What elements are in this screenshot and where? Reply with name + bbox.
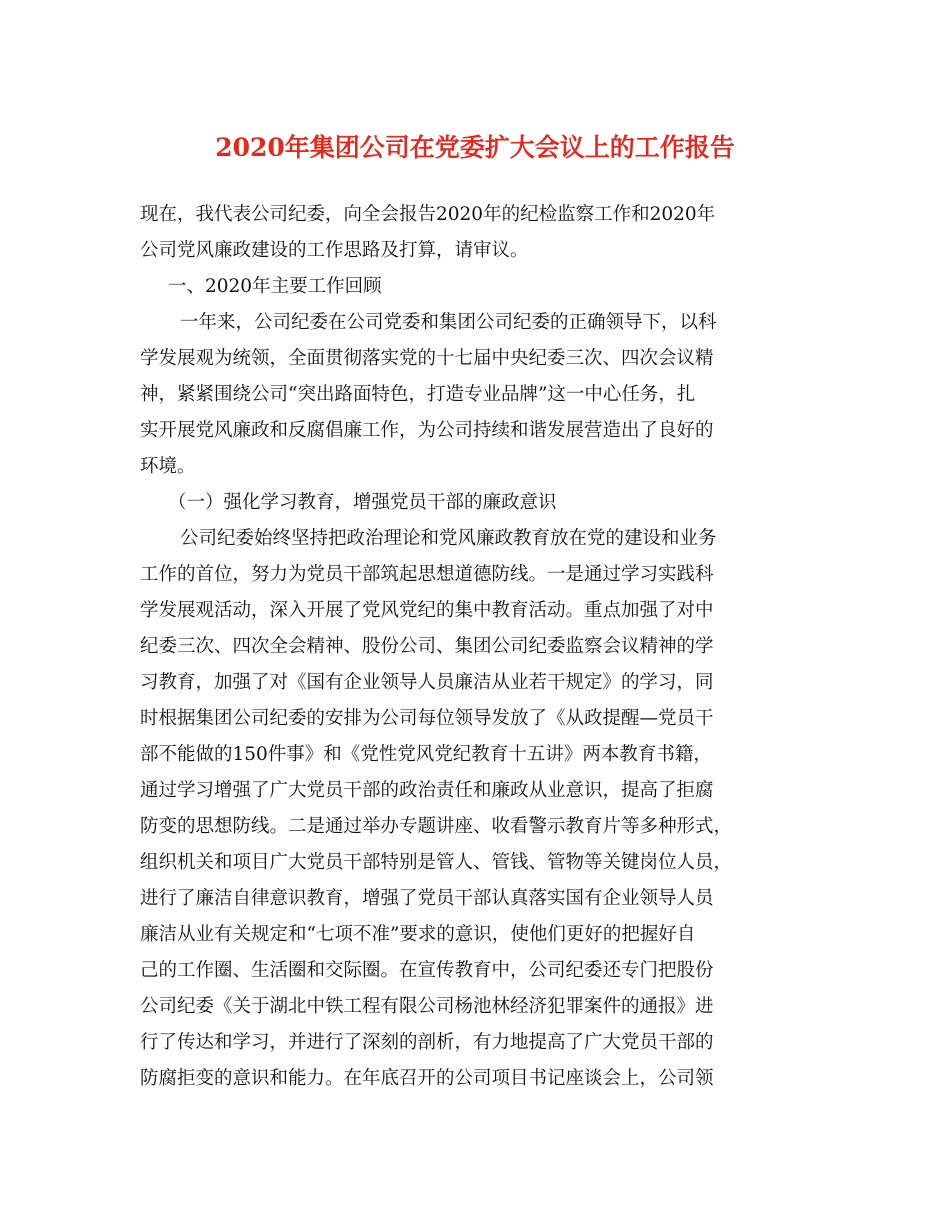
body-line: 公司党风廉政建设的工作思路及打算，请审议。 — [140, 240, 529, 261]
body-line: 纪委三次、四次全会精神、股份公司、集团公司纪委监察会议精神的学 — [140, 636, 714, 657]
body-line: 公司纪委《关于湖北中铁工程有限公司杨池林经济犯罪案件的通报》进 — [140, 996, 714, 1017]
body-line: 组织机关和项目广大党员干部特别是管人、管钱、管物等关键岗位人员， — [140, 852, 733, 873]
body-line: 部不能做的150件事》和《党性党风党纪教育十五讲》两本教育书籍， — [140, 744, 712, 765]
body-line: 廉洁从业有关规定和“七项不准”要求的意识，使他们更好的把握好自 — [140, 924, 696, 945]
body-line: 通过学习增强了广大党员干部的政治责任和廉政从业意识，提高了拒腐 — [140, 780, 714, 801]
paragraph-start: 一年来，公司纪委在公司党委和集团公司纪委的正确领导下，以科 — [180, 312, 717, 333]
body-line: 防腐拒变的意识和能力。在年底召开的公司项目书记座谈会上，公司领 — [140, 1068, 714, 1089]
body-line: 工作的首位，努力为党员干部筑起思想道德防线。一是通过学习实践科 — [140, 564, 714, 585]
document-body — [140, 197, 820, 1097]
paragraph-start: 公司纪委始终坚持把政治理论和党风廉政教育放在党的建设和业务 — [180, 528, 717, 549]
section-heading: 一、2020年主要工作回顾 — [168, 276, 382, 297]
body-line: 实开展党风廉政和反腐倡廉工作，为公司持续和谐发展营造出了良好的 — [140, 420, 714, 441]
body-line: 现在，我代表公司纪委，向全会报告2020年的纪检监察工作和2020年 — [140, 204, 716, 225]
body-line: 进行了廉洁自律意识教育，增强了党员干部认真落实国有企业领导人员 — [140, 888, 714, 909]
body-line: 学发展观活动，深入开展了党风党纪的集中教育活动。重点加强了对中 — [140, 600, 714, 621]
body-line: 学发展观为统领，全面贯彻落实党的十七届中央纪委三次、四次会议精 — [140, 348, 714, 369]
body-line: 环境。 — [140, 456, 196, 477]
body-line: 时根据集团公司纪委的安排为公司每位领导发放了《从政提醒—党员干 — [140, 708, 714, 729]
body-line: 防变的思想防线。二是通过举办专题讲座、收看警示教育片等多种形式， — [140, 816, 733, 837]
body-line: 己的工作圈、生活圈和交际圈。在宣传教育中，公司纪委还专门把股份 — [140, 960, 714, 981]
body-line: 习教育，加强了对《国有企业领导人员廉洁从业若干规定》的学习，同 — [140, 672, 714, 693]
document-title: 2020年集团公司在党委扩大会议上的工作报告 — [215, 133, 735, 162]
body-line: 行了传达和学习，并进行了深刻的剖析，有力地提高了广大党员干部的 — [140, 1032, 714, 1053]
body-line: 神，紧紧围绕公司“突出路面特色，打造专业品牌”这一中心任务，扎 — [140, 384, 696, 405]
subsection-heading: （一）强化学习教育，增强党员干部的廉政意识 — [168, 492, 557, 513]
